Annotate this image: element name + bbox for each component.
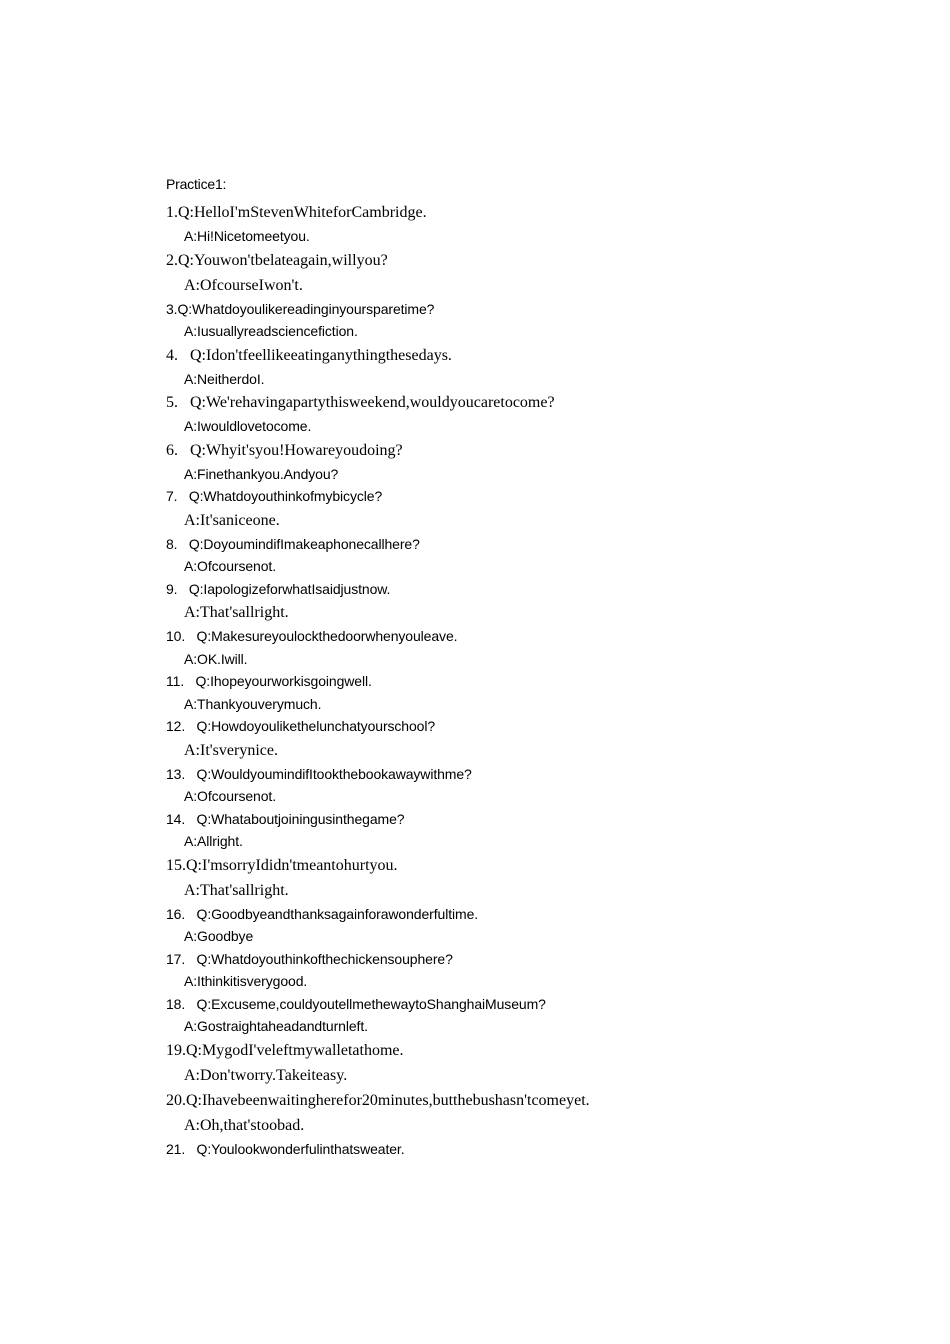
question-line: 16. Q:Goodbyeandthanksagainforawonderfultime. [166,905,479,922]
question-line: 2.Q:Youwon'tbelateagain,willyou? [166,251,388,269]
answer-line: A:Oh,that'stoobad. [184,1116,305,1134]
question-line: 17. Q:Whatdoyouthinkofthechickensouphere? [166,950,453,967]
answer-line: A:Gostraightaheadandturnleft. [184,1018,368,1034]
question-line: 12. Q:Howdoyoulikethelunchatyourschool? [166,718,436,734]
answer-line: A:Don'tworry.Takeiteasy. [184,1066,348,1084]
answer-line: A:Hi!Nicetomeetyou. [184,228,310,244]
question-line: 21. Q:Youlookwonderfulinthatsweater. [166,1140,405,1157]
question-line: 1.Q:HelloI'mStevenWhiteforCambridge. [166,204,427,221]
answer-line: A:Goodbye [184,928,254,944]
question-line: 10. Q:Makesureyoulockthedoorwhenyouleave. [166,628,458,644]
document-page [166,176,866,1160]
answer-line: A:Finethankyou.Andyou? [184,465,339,482]
answer-line: A:Ithinkitisverygood. [184,973,308,989]
question-line: 7. Q:Whatdoyouthinkofmybicycle? [166,488,383,504]
answer-line: A:OfcourseIwon't. [184,276,303,294]
answer-line: A:Iusuallyreadsciencefiction. [184,323,358,339]
answer-line: A:That'sallright. [184,604,289,621]
question-line: 14. Q:Whataboutjoiningusinthegame? [166,810,405,827]
answer-line: A:NeitherdoI. [184,370,265,387]
question-line: 11. Q:Ihopeyourworkisgoingwell. [166,673,372,689]
question-line: 19.Q:MygodI'veleftmywalletathome. [166,1041,404,1059]
question-line: 20.Q:Ihavebeenwaitingherefor20minutes,butthebushasn'tcomeyet. [166,1091,590,1109]
answer-line: A:Thankyouverymuch. [184,695,322,712]
question-line: 9. Q:IapologizeforwhatIsaidjustnow. [166,580,391,597]
answer-line: A:Ofcoursenot. [184,788,276,804]
question-line: 18. Q:Excuseme,couldyoutellmethewaytoShanghaiMuseum? [166,995,546,1012]
answer-line: A:Ofcoursenot. [184,558,276,574]
answer-line: A:That'sallright. [184,881,289,899]
question-line: 15.Q:I'msorryIdidn'tmeantohurtyou. [166,856,398,874]
question-line: 4. Q:Idon'tfeellikeeatinganythingthesedays. [166,346,452,364]
answer-line: A:Iwouldlovetocome. [184,418,312,434]
answer-line: A:Allright. [184,833,243,849]
answer-line: A:It'sverynice. [184,741,278,759]
answer-line: A:It'saniceone. [184,511,280,529]
question-line: 13. Q:WouldyoumindifItookthebookawaywithme? [166,765,472,782]
dialogue-list [166,200,866,1160]
practice-title: Practice1: [166,176,227,192]
answer-line: A:OK.Iwill. [184,650,248,667]
question-line: 5. Q:We'rehavingapartythisweekend,wouldyoucaretocome? [166,394,555,411]
question-line: 3.Q:Whatdoyoulikereadinginyoursparetime? [166,300,435,317]
question-line: 8. Q:DoyoumindifImakeaphonecallhere? [166,535,420,552]
question-line: 6. Q:Whyit'syou!Howareyoudoing? [166,441,403,459]
